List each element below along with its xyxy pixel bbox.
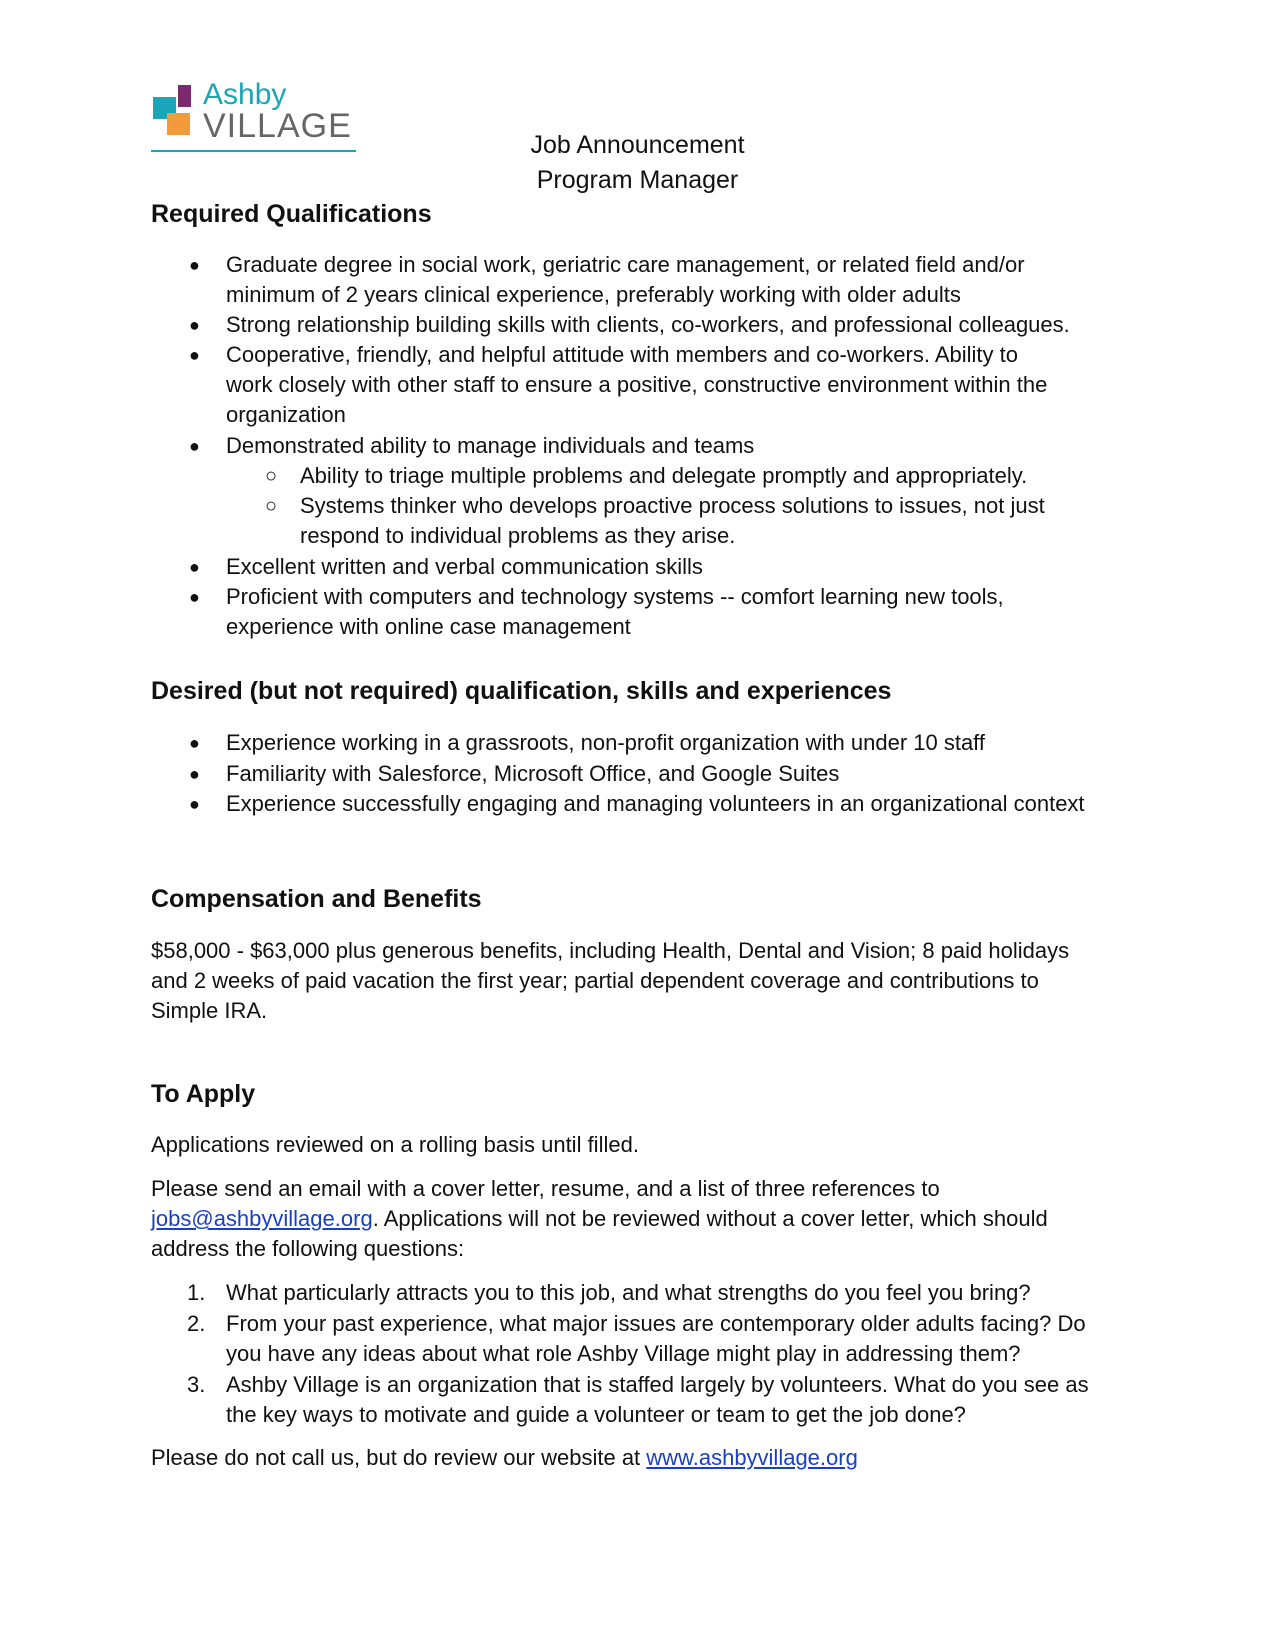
required-line: Graduate degree in social work, geriatric care management, or related field and/or — [226, 252, 1025, 277]
required-subline: Ability to triage multiple problems and delegate promptly and appropriately. — [300, 463, 1028, 488]
bullet-dot: ● — [189, 794, 200, 814]
question-line: Ashby Village is an organization that is staffed largely by volunteers. What do you see as — [226, 1372, 1089, 1397]
required-line: organization — [226, 402, 346, 427]
question-number: 3. — [187, 1372, 206, 1397]
bullet-dot: ● — [189, 315, 200, 335]
apply-instructions-text: . Applications will not be reviewed without a cover letter, which should — [372, 1206, 1048, 1231]
required-line: Proficient with computers and technology systems -- comfort learning new tools, — [226, 584, 1004, 609]
compensation-line: $58,000 - $63,000 plus generous benefits, including Health, Dental and Vision; 8 paid holidays — [151, 938, 1070, 963]
apply-instructions-line — [151, 1204, 1048, 1234]
question-number: 1. — [187, 1280, 206, 1305]
bullet-dot: ● — [189, 764, 200, 784]
page-title: Job Announcement — [530, 131, 745, 159]
question-number: 2. — [187, 1311, 206, 1336]
bullet-dot: ● — [189, 733, 200, 753]
sub-bullet-circle: ○ — [265, 495, 278, 517]
required-line: experience with online case management — [226, 614, 631, 639]
required-subline: respond to individual problems as they arise. — [300, 523, 736, 548]
apply-instructions-line: address the following questions: — [151, 1236, 465, 1261]
website-prompt-text: Please do not call us, but do review our website at — [151, 1445, 647, 1470]
compensation-heading: Compensation and Benefits — [151, 885, 482, 913]
bullet-dot: ● — [189, 345, 200, 365]
required-line: Excellent written and verbal communication skills — [226, 554, 703, 579]
required-line: minimum of 2 years clinical experience, preferably working with older adults — [226, 282, 961, 307]
required-line: Cooperative, friendly, and helpful attitude with members and co-workers. Ability to — [226, 342, 1018, 367]
rolling-basis-text: Applications reviewed on a rolling basis until filled. — [151, 1132, 639, 1157]
required-qualifications-heading: Required Qualifications — [151, 200, 432, 228]
email-link[interactable]: jobs@ashbyvillage.org — [151, 1206, 373, 1231]
to-apply-heading: To Apply — [151, 1080, 256, 1108]
required-subline: Systems thinker who develops proactive process solutions to issues, not just — [300, 493, 1045, 518]
question-line: What particularly attracts you to this job, and what strengths do you feel you bring? — [226, 1280, 1031, 1305]
desired-item: Experience successfully engaging and managing volunteers in an organizational context — [226, 791, 1085, 816]
compensation-line: and 2 weeks of paid vacation the first year; partial dependent coverage and contributions to — [151, 968, 1039, 993]
required-line: Demonstrated ability to manage individuals and teams — [226, 433, 755, 458]
logo-text-ashby: Ashby — [203, 78, 287, 111]
bullet-dot: ● — [189, 557, 200, 577]
compensation-line: Simple IRA. — [151, 998, 268, 1023]
desired-item: Experience working in a grassroots, non-profit organization with under 10 staff — [226, 730, 986, 755]
bullet-dot: ● — [189, 255, 200, 275]
apply-instructions-line: Please send an email with a cover letter, resume, and a list of three references to — [151, 1176, 940, 1201]
required-line: Strong relationship building skills with clients, co-workers, and professional colleagues. — [226, 312, 1070, 337]
question-line: you have any ideas about what role Ashby Village might play in addressing them? — [226, 1341, 1021, 1366]
question-line: the key ways to motivate and guide a volunteer or team to get the job done? — [226, 1402, 966, 1427]
website-link[interactable]: www.ashbyvillage.org — [646, 1445, 858, 1470]
question-line: From your past experience, what major issues are contemporary older adults facing? Do — [226, 1311, 1086, 1336]
desired-qualifications-heading: Desired (but not required) qualification, skills and experiences — [151, 677, 892, 705]
bullet-dot: ● — [189, 436, 200, 456]
job-title: Program Manager — [536, 166, 739, 194]
desired-item: Familiarity with Salesforce, Microsoft Office, and Google Suites — [226, 761, 840, 786]
logo-text-village: VILLAGE — [203, 107, 352, 145]
logo-square-purple — [178, 85, 191, 107]
bullet-dot: ● — [189, 587, 200, 607]
sub-bullet-circle: ○ — [265, 465, 278, 487]
required-line: work closely with other staff to ensure a positive, constructive environment within the — [226, 372, 1048, 397]
website-line — [151, 1443, 858, 1473]
